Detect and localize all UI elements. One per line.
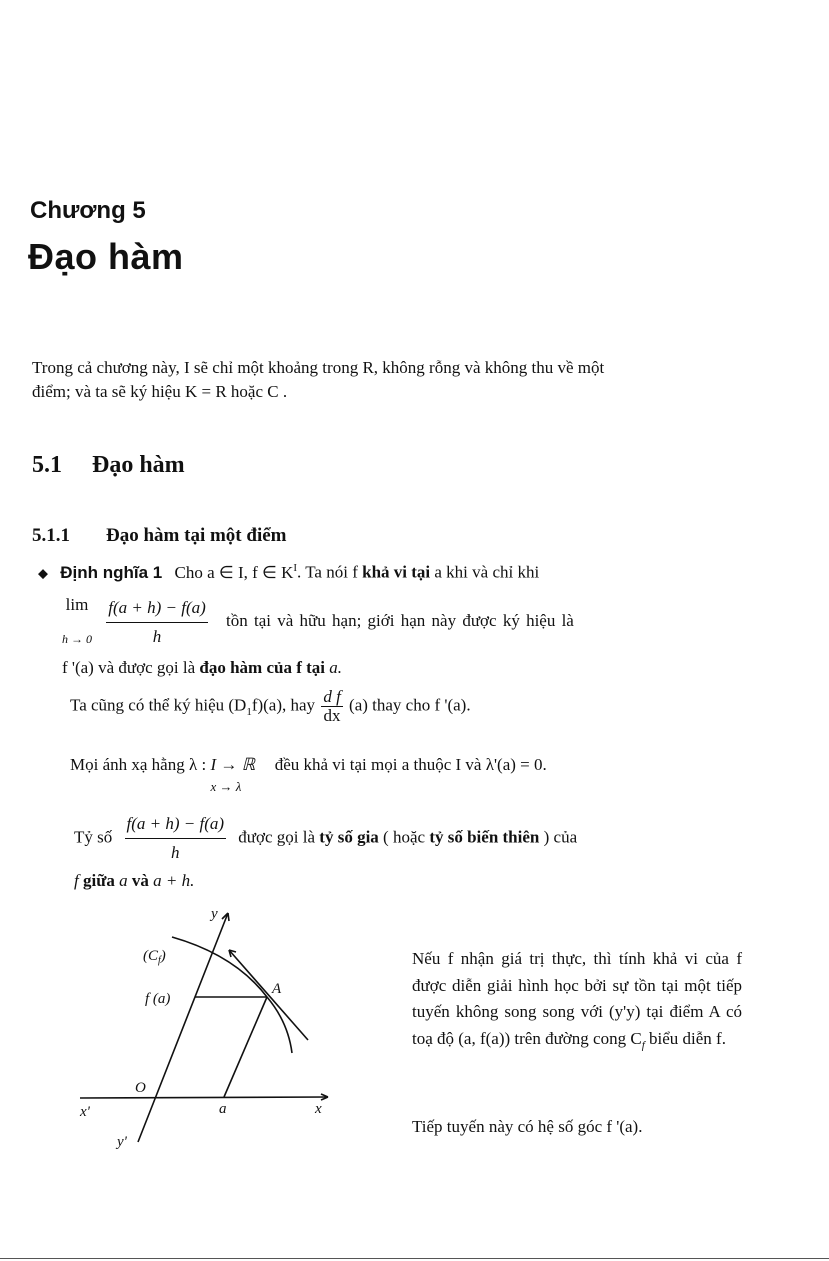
intro-line-2: điểm; và ta sẽ ký hiệu K = R hoặc C . — [32, 382, 288, 401]
definition-text: a. — [325, 658, 343, 677]
ratio-text: Tỷ số — [74, 827, 113, 847]
constant-text: đều khả vi tại mọi a thuộc I và λ'(a) = 0. — [274, 755, 547, 774]
label-a: a — [219, 1101, 227, 1117]
intro-line-1: Trong cả chương này, I sẽ chỉ một khoảng trong R, không rỗng và không thu về một — [32, 358, 605, 377]
denominator: h — [152, 626, 162, 646]
definition-sup: I — [293, 562, 298, 574]
definition-bold: khả vi tại — [362, 562, 431, 582]
definition-text: tồn tại và hữu hạn; giới hạn này được ký hiệu là — [226, 610, 574, 630]
section-number: 5.1 — [32, 452, 62, 478]
notation-text: Ta cũng có thể ký hiệu (D — [70, 695, 247, 715]
label-cf-text: (C — [143, 948, 158, 964]
geometric-sub: f — [641, 1038, 645, 1051]
label-cf-sub: f — [158, 955, 161, 966]
ratio-text: ( hoặc — [378, 827, 430, 847]
label-cf-close: ) — [160, 948, 166, 964]
numerator: f(a + h) − f(a) — [125, 810, 227, 839]
map-bottom: x → λ — [210, 779, 242, 794]
subsection-title: Đạo hàm tại một điểm — [106, 525, 287, 546]
definition-text: Cho a ∈ I, f ∈ K — [174, 562, 294, 582]
ratio-bold: giữa — [82, 871, 115, 890]
denominator: h — [171, 843, 180, 862]
definition-text: a khi và chỉ khi — [430, 562, 540, 582]
label-y: y — [211, 906, 218, 922]
ratio-bold: và — [131, 871, 149, 890]
chapter-title: Đạo hàm — [28, 236, 184, 277]
notation-sub: 1 — [246, 705, 252, 718]
definition-text: . Ta nói f — [297, 562, 363, 582]
numerator: d f — [323, 687, 341, 706]
notation-text: f)(a), hay — [251, 695, 316, 715]
tangent-line — [229, 950, 308, 1040]
ratio-text: được gọi là — [238, 827, 320, 847]
label-y-prime: y' — [117, 1134, 127, 1150]
ratio-bold: tỷ số gia — [319, 827, 379, 847]
geometric-text: Nếu f nhận giá trị thực, thì tính khả vi của f được diễn giải hình học bởi sự tồn tại một tiếp tuyến không song song với (y'y) tại điểm A có toạ độ (a, f(a)) trên đường cong C — [412, 949, 742, 1048]
label-A: A — [272, 981, 282, 997]
definition-label: Định nghĩa 1 — [60, 562, 163, 582]
subsection-number: 5.1.1 — [32, 525, 70, 546]
map-top: I → ℝ — [210, 755, 256, 774]
label-cf — [143, 948, 166, 966]
label-O: O — [135, 1080, 146, 1096]
slope-text: Tiếp tuyến này có hệ số góc f '(a). — [412, 1117, 643, 1136]
label-x-prime: x' — [80, 1104, 90, 1120]
geometric-text: biểu diễn f. — [644, 1028, 726, 1048]
ratio-bold: tỷ số biến thiên — [429, 827, 540, 847]
geometric-interpretation — [412, 946, 742, 1058]
ratio-text: a + h. — [148, 871, 195, 890]
label-fa: f (a) — [145, 991, 171, 1007]
label-x: x — [315, 1101, 322, 1117]
denominator: dx — [323, 706, 341, 725]
notation-text: (a) thay cho f '(a). — [349, 695, 471, 715]
constant-text: Mọi ánh xạ hằng λ : — [70, 755, 207, 774]
section-title: Đạo hàm — [92, 452, 185, 478]
ratio-text: f — [74, 871, 83, 890]
definition-bold: tại — [301, 658, 326, 677]
ratio-text: ) của — [539, 827, 578, 847]
x-axis — [80, 1097, 328, 1098]
ratio-text: a — [114, 871, 132, 890]
definition-text: f '(a) và được gọi là — [62, 658, 200, 677]
lim-text: lim — [65, 595, 89, 614]
bullet-diamond-icon: ◆ — [38, 565, 48, 581]
lim-sub: h → 0 — [62, 632, 92, 646]
a-projection-line — [224, 997, 267, 1097]
page-bottom-rule — [0, 1258, 829, 1259]
numerator: f(a + h) − f(a) — [106, 594, 208, 623]
definition-bold: đạo hàm của f — [199, 658, 302, 677]
chapter-label: Chương 5 — [30, 197, 146, 224]
